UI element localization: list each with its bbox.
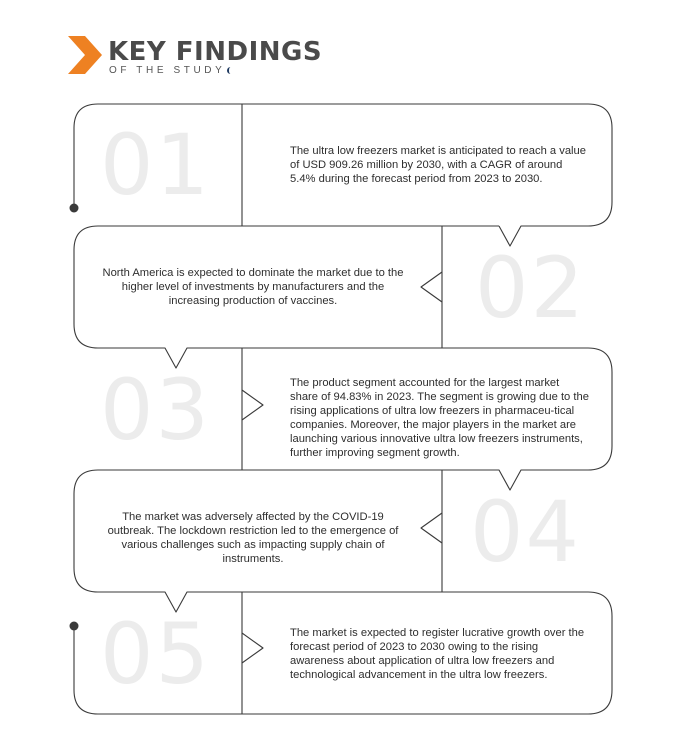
finding-number-3: 03 bbox=[100, 361, 211, 459]
arrow-3 bbox=[242, 390, 263, 420]
finding-text-5: The market is expected to register lucrative growth over the forecast period of 2023 to 2030 owing to the rising awareness about application of ultra low freezers and technological advancement in the ultra low freezers. bbox=[290, 627, 585, 681]
finding-text-3: The product segment accounted for the largest market share of 94.83% in 2023. The segment is growing due to the rising applications of ultra low freezers in pharmaceu-tical companies. Moreover, the major players in the market are launching various innovative ultra low freezers instruments, further improving segment growth. bbox=[290, 377, 589, 459]
crescent-icon bbox=[227, 67, 233, 74]
start-dot bbox=[70, 204, 79, 213]
finding-number-2: 02 bbox=[475, 239, 586, 337]
page-title: KEY FINDINGS bbox=[108, 37, 323, 67]
arrow-4 bbox=[421, 513, 442, 543]
arrow-2 bbox=[421, 272, 442, 302]
page-subtitle: OF THE STUDY bbox=[109, 66, 233, 76]
finding-number-1: 01 bbox=[100, 116, 211, 214]
finding-number-4: 04 bbox=[470, 483, 581, 581]
chevron-right-icon bbox=[68, 36, 102, 74]
end-dot bbox=[70, 622, 79, 631]
finding-text-1: The ultra low freezers market is anticipated to reach a value of USD 909.26 million by 2030, with a CAGR of around 5.4% during the forecast period from 2023 to 2030. bbox=[290, 145, 586, 185]
finding-text-2: North America is expected to dominate the market due to the higher level of investments by manufacturers and the increasing production of vaccines. bbox=[102, 267, 404, 307]
finding-number-5: 05 bbox=[100, 605, 211, 703]
arrow-5 bbox=[242, 633, 263, 663]
finding-text-4: The market was adversely affected by the COVID-19 outbreak. The lockdown restriction led to the emergence of various challenges such as impacting supply chain of instruments. bbox=[107, 511, 399, 565]
